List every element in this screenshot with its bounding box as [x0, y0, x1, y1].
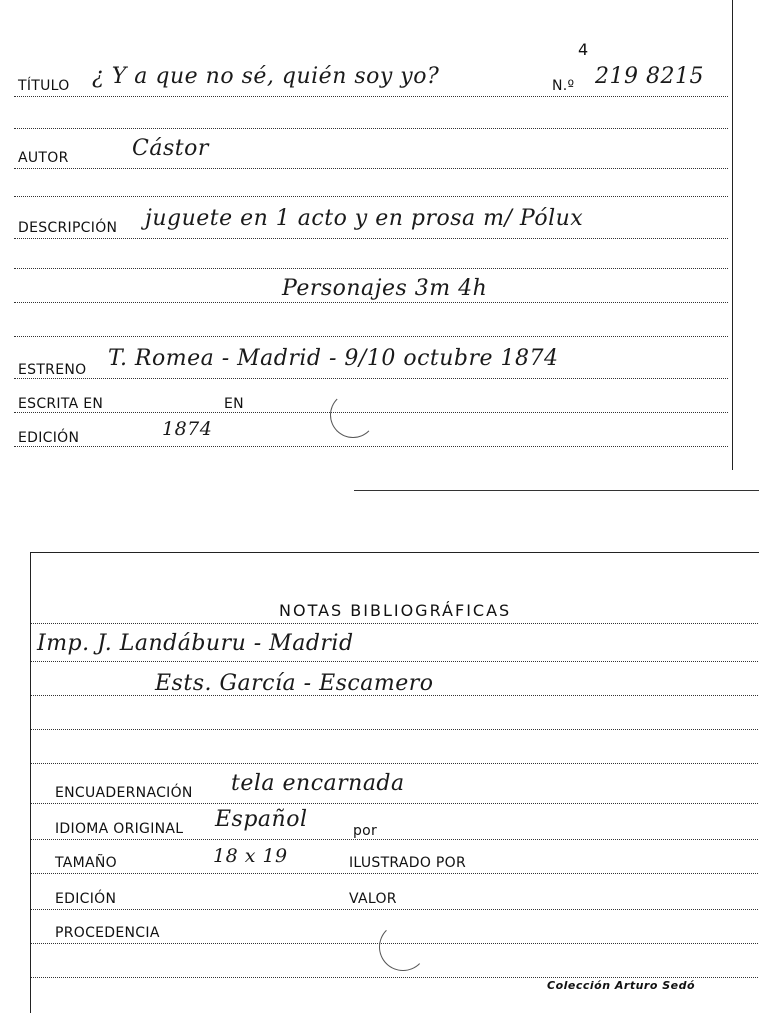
rule	[14, 268, 728, 269]
language-por-label: por	[353, 823, 378, 839]
card-edge	[354, 490, 759, 491]
rule	[14, 336, 728, 337]
binding-rule	[31, 803, 759, 804]
size-rule	[31, 873, 759, 874]
binding-label: ENCUADERNACIÓN	[55, 785, 193, 801]
rule	[14, 196, 728, 197]
language-rule	[31, 839, 759, 840]
catalog-card-notes	[30, 552, 759, 1013]
number-value: 219 8215	[595, 64, 704, 89]
author-value: Cástor	[132, 136, 209, 161]
premiere-rule	[14, 378, 728, 379]
author-rule	[14, 168, 728, 169]
value-label: VALOR	[349, 891, 397, 907]
rule	[31, 623, 759, 624]
rule	[14, 128, 728, 129]
description-value: juguete en 1 acto y en prosa m/ Pólux	[145, 206, 584, 231]
number-label: N.º	[552, 78, 575, 94]
binding-value: tela encarnada	[231, 771, 405, 796]
premiere-value: T. Romea - Madrid - 9/10 octubre 1874	[108, 346, 559, 371]
rule	[31, 729, 759, 730]
punch-hole	[379, 923, 427, 971]
title-rule	[14, 96, 728, 97]
author-label: AUTOR	[18, 150, 69, 166]
provenance-label: PROCEDENCIA	[55, 925, 160, 941]
description-value-2: Personajes 3m 4h	[282, 276, 488, 301]
rule	[31, 977, 759, 978]
edition-value: 1874	[162, 418, 213, 440]
notes-heading: NOTAS BIBLIOGRÁFICAS	[279, 601, 512, 620]
rule	[31, 695, 759, 696]
description-rule	[14, 238, 728, 239]
edition-rule	[31, 909, 759, 910]
language-label: IDIOMA ORIGINAL	[55, 821, 184, 837]
written-label: ESCRITA EN	[18, 396, 104, 412]
rule	[14, 302, 728, 303]
edition-label: EDICIÓN	[55, 891, 117, 907]
description-label: DESCRIPCIÓN	[18, 220, 118, 236]
corner-mark: 4	[578, 40, 589, 59]
edition-rule	[14, 446, 728, 447]
rule	[31, 763, 759, 764]
size-value: 18 x 19	[213, 845, 288, 867]
size-label: TAMAÑO	[55, 855, 117, 871]
rule	[31, 661, 759, 662]
note-1: Imp. J. Landáburu - Madrid	[37, 631, 354, 656]
written-en-label: EN	[224, 396, 244, 412]
illustrated-label: ILUSTRADO POR	[349, 855, 466, 871]
title-value: ¿ Y a que no sé, quién soy yo?	[92, 64, 440, 89]
language-value: Español	[215, 807, 308, 832]
collection-credit: Colección Arturo Sedó	[547, 979, 696, 992]
note-2: Ests. García - Escamero	[155, 671, 434, 696]
catalog-card-main	[0, 0, 733, 470]
punch-hole	[330, 392, 376, 438]
premiere-label: ESTRENO	[18, 362, 87, 378]
title-label: TÍTULO	[18, 78, 70, 94]
edition-label: EDICIÓN	[18, 430, 80, 446]
